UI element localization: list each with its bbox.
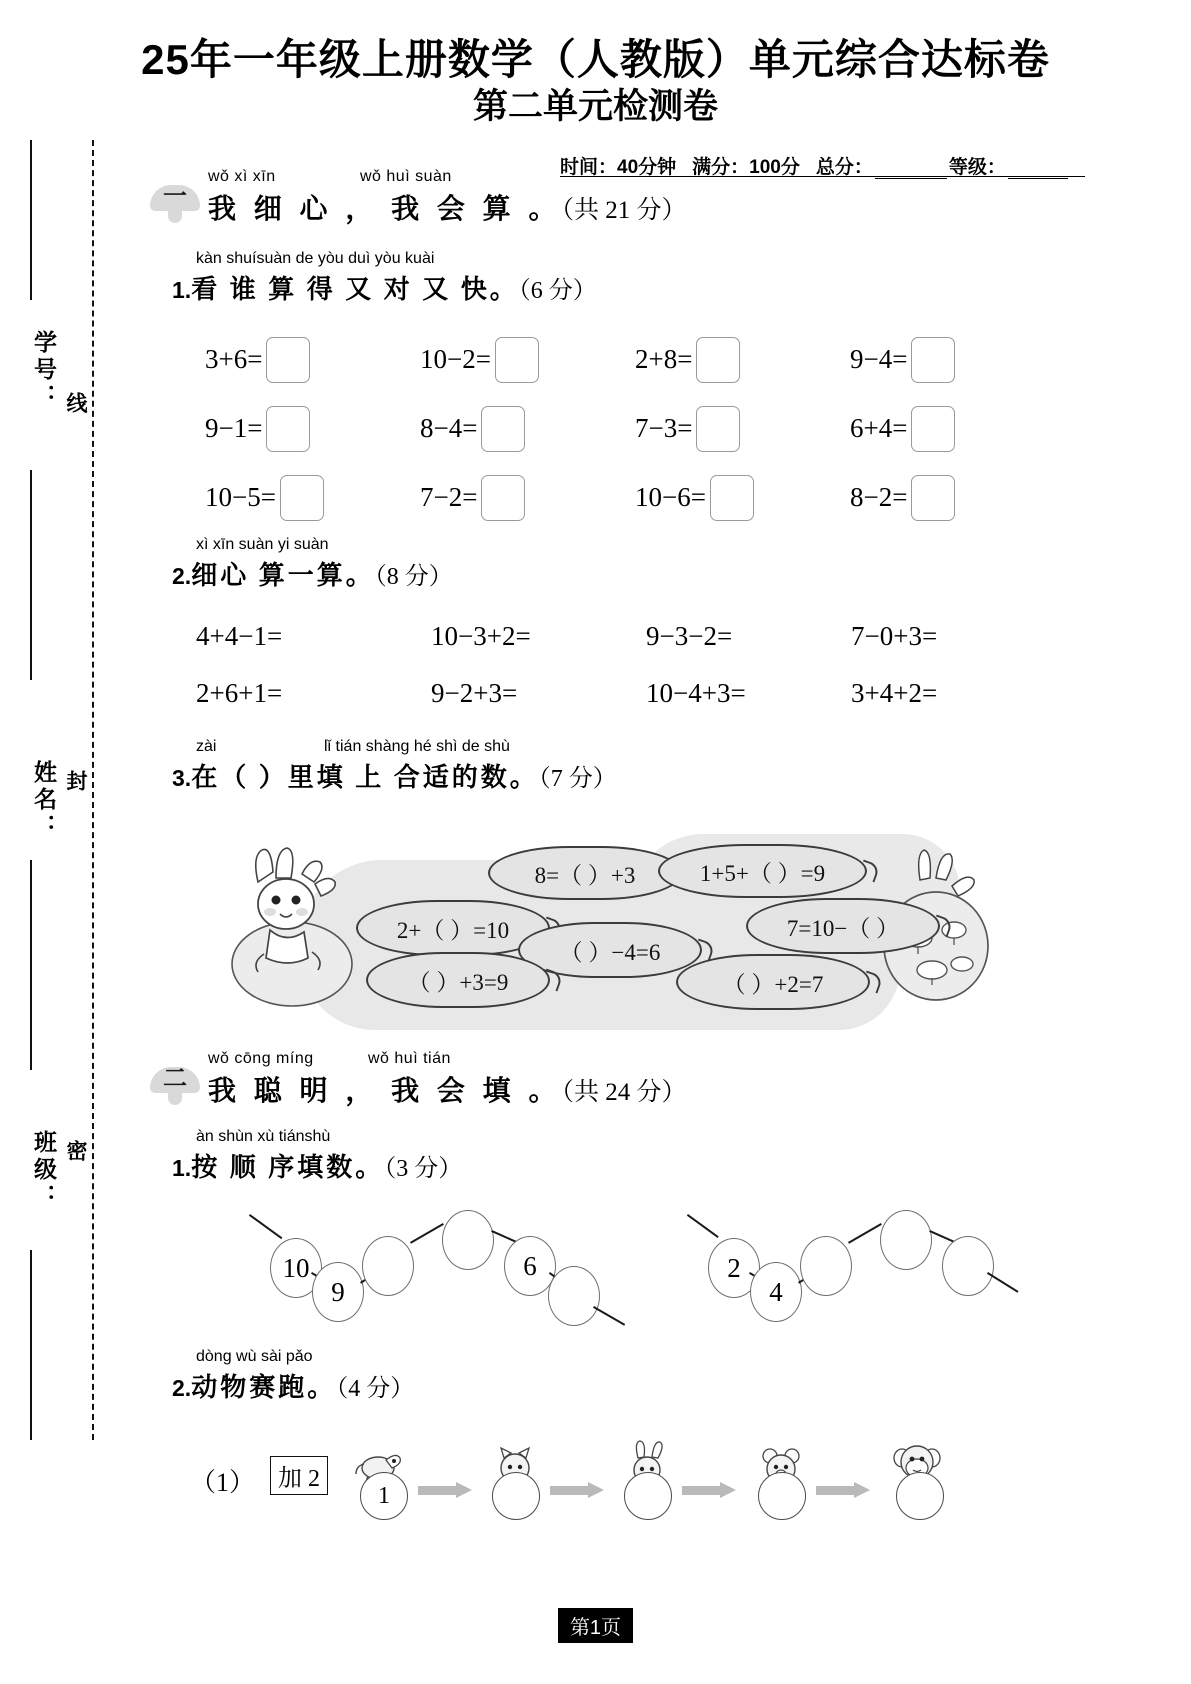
seal-dashed-line (92, 140, 94, 1440)
arrow-icon (550, 1482, 606, 1498)
race-ball[interactable] (758, 1472, 806, 1520)
answer-box[interactable] (696, 337, 740, 383)
chain-link (593, 1306, 625, 1326)
answer-box[interactable] (481, 406, 525, 452)
carrot-equation[interactable]: 8=（ ）+3 (488, 846, 682, 900)
q1-1-problem-grid (205, 325, 1065, 532)
mushroom-icon (150, 181, 200, 227)
q1-2-number: 2. (172, 563, 192, 589)
chain-link (848, 1223, 882, 1244)
q1-3-title: 3.在（ ）里填 上 合适的数。（7 分） (172, 763, 617, 792)
section-two-points: （共 24 分） (561, 1079, 687, 1106)
q1-2-pinyin: xì xīn suàn yi suàn (196, 536, 329, 553)
question-1-2 (172, 536, 453, 592)
field-class: 班级： (31, 1130, 57, 1211)
arrow-icon (418, 1482, 474, 1498)
calc-item: 2+6+1= (196, 678, 283, 708)
answer-box[interactable] (710, 475, 754, 521)
seal-rule-4 (30, 1250, 32, 1440)
section-two-title: 我 聪 明 ， 我 会 填 。（共 24 分） (208, 1075, 687, 1106)
page-footer (0, 1608, 1191, 1643)
q2-1-title: 1.按 顺 序填数。（3 分） (172, 1153, 463, 1182)
answer-box[interactable] (495, 337, 539, 383)
section-heading-two (150, 1050, 686, 1109)
q1-3-number: 3. (172, 765, 192, 791)
q1-1-title: 1.看 谁 算 得 又 对 又 快。（6 分） (172, 275, 597, 304)
question-1-3 (172, 738, 617, 794)
calc-item: 7−3= (635, 394, 850, 463)
calc-item: 10−6= (635, 463, 850, 532)
carrot-equation[interactable]: 1+5+（ ）=9 (658, 844, 867, 898)
calc-item: 7−2= (420, 463, 635, 532)
field-name: 姓名： (31, 760, 57, 841)
calc-item: 10−2= (420, 325, 635, 394)
calc-item: 9−4= (850, 325, 1065, 394)
total-score-label: 总分： (815, 157, 873, 178)
calc-item: 6+4= (850, 394, 1065, 463)
race-ball[interactable] (624, 1472, 672, 1520)
calc-item: 9−3−2= (646, 621, 733, 651)
q2-2-number: 2. (172, 1375, 192, 1401)
q2-1-number: 1. (172, 1155, 192, 1181)
q2-2-points: （4 分） (336, 1376, 415, 1402)
race-ball[interactable]: 1 (360, 1472, 408, 1520)
chain-node[interactable]: 9 (312, 1262, 364, 1322)
q2-1-pinyin: àn shùn xù tiánshù (196, 1128, 331, 1145)
q1-1-pinyin: kàn shuísuàn de yòu duì yòu kuài (196, 250, 435, 267)
calc-item: 9−1= (205, 394, 420, 463)
carrot-equation[interactable]: （ ）−4=6 (518, 922, 702, 978)
question-1-1 (172, 250, 597, 306)
answer-box[interactable] (911, 406, 955, 452)
rabbit-icon (220, 844, 360, 1009)
calc-item: 3+4+2= (851, 678, 938, 708)
mushroom-icon (150, 1063, 200, 1109)
chain-link (410, 1223, 444, 1244)
carrot-equation[interactable]: （ ）+2=7 (676, 954, 870, 1010)
calc-item: 8−2= (850, 463, 1065, 532)
calc-item: 10−5= (205, 463, 420, 532)
carrot-equation[interactable]: 2+（ ）=10 (356, 900, 550, 956)
section-one-points: （共 21 分） (561, 197, 687, 224)
grade-label: 等级： (948, 157, 1006, 178)
chain-node[interactable]: 6 (504, 1236, 556, 1296)
q1-1-points: （6 分） (518, 278, 597, 304)
section-one-pinyin: wǒ xì xīn wǒ huì suàn (208, 168, 452, 185)
answer-box[interactable] (911, 475, 955, 521)
race-ball[interactable] (492, 1472, 540, 1520)
carrot-equation[interactable]: （ ）+3=9 (366, 952, 550, 1008)
answer-box[interactable] (266, 406, 310, 452)
calc-item: 9−2+3= (431, 678, 518, 708)
title-line-2: 第二单元检测卷 (472, 87, 718, 127)
q1-3-pinyin: zài lǐ tián shàng hé shì de shù (196, 738, 510, 755)
section-heading-one (150, 168, 686, 227)
q2-1-points: （3 分） (384, 1156, 463, 1182)
calc-item: 2+8= (635, 325, 850, 394)
chain-node[interactable] (362, 1236, 414, 1296)
answer-box[interactable] (481, 475, 525, 521)
q1-2-points: （8 分） (374, 564, 453, 590)
field-student-no: 学号： (31, 330, 57, 411)
seal-word-feng: 封 (64, 770, 87, 791)
q2-2-title: 2.动物赛跑。（4 分） (172, 1373, 415, 1402)
calc-item: 10−4+3= (646, 678, 746, 708)
chain-node[interactable]: 10 (270, 1238, 322, 1298)
calc-item: 7−0+3= (851, 621, 938, 651)
section-index-two: 二 (163, 1065, 187, 1092)
chain-node[interactable] (442, 1210, 494, 1270)
section-two-pinyin: wǒ cōng míng wǒ huì tián (208, 1050, 451, 1067)
calc-item: 3+6= (205, 325, 420, 394)
answer-box[interactable] (266, 337, 310, 383)
seal-rule-2 (30, 470, 32, 680)
answer-box[interactable] (280, 475, 324, 521)
section-one-title: 我 细 心 ， 我 会 算 。（共 21 分） (208, 193, 687, 224)
calc-item: 10−3+2= (431, 621, 531, 651)
q1-1-number: 1. (172, 277, 192, 303)
calc-item: 4+4−1= (196, 621, 283, 651)
carrot-equation[interactable]: 7=10−（ ） (746, 898, 940, 954)
seal-rule-1 (30, 140, 32, 300)
q1-2-title: 2.细心 算一算。（8 分） (172, 561, 453, 590)
chain-link (687, 1214, 719, 1238)
carrot-field-illustration (200, 822, 990, 1042)
chain-node[interactable] (800, 1236, 852, 1296)
chain-node[interactable]: 2 (708, 1238, 760, 1298)
seal-word-mi: 密 (64, 1140, 87, 1161)
chain-link (249, 1214, 283, 1239)
answer-box[interactable] (696, 406, 740, 452)
chain-node[interactable] (880, 1210, 932, 1270)
page-number: 第1页 (558, 1608, 633, 1643)
question-2-2 (172, 1348, 414, 1404)
arrow-icon (682, 1482, 738, 1498)
time-label: 时间：40分钟 (560, 157, 677, 178)
q1-3-points: （7 分） (538, 766, 617, 792)
chain-node[interactable]: 4 (750, 1262, 802, 1322)
race-item-label: （1） (190, 1468, 256, 1497)
answer-box[interactable] (911, 337, 955, 383)
number-chain-right (690, 1210, 1010, 1330)
full-score-label: 满分：100分 (692, 157, 800, 178)
page-title (0, 36, 1191, 129)
number-chain-left (250, 1210, 630, 1330)
seal-word-line: 线 (64, 392, 87, 413)
question-2-1 (172, 1128, 462, 1184)
chain-link (987, 1272, 1019, 1293)
section-index-one: 一 (163, 183, 187, 210)
title-line-1: 25年一年级上册数学（人教版）单元综合达标卷 (141, 36, 1050, 83)
q2-2-pinyin: dòng wù sài pǎo (196, 1348, 313, 1365)
chain-node[interactable] (942, 1236, 994, 1296)
q1-2-problem-grid (196, 608, 1076, 722)
seal-rule-3 (30, 860, 32, 1070)
arrow-icon (816, 1482, 872, 1498)
add-rule-box: 加 2 (270, 1456, 328, 1495)
race-ball[interactable] (896, 1472, 944, 1520)
animal-race-row (190, 1430, 1000, 1540)
calc-item: 8−4= (420, 394, 635, 463)
chain-node[interactable] (548, 1266, 600, 1326)
